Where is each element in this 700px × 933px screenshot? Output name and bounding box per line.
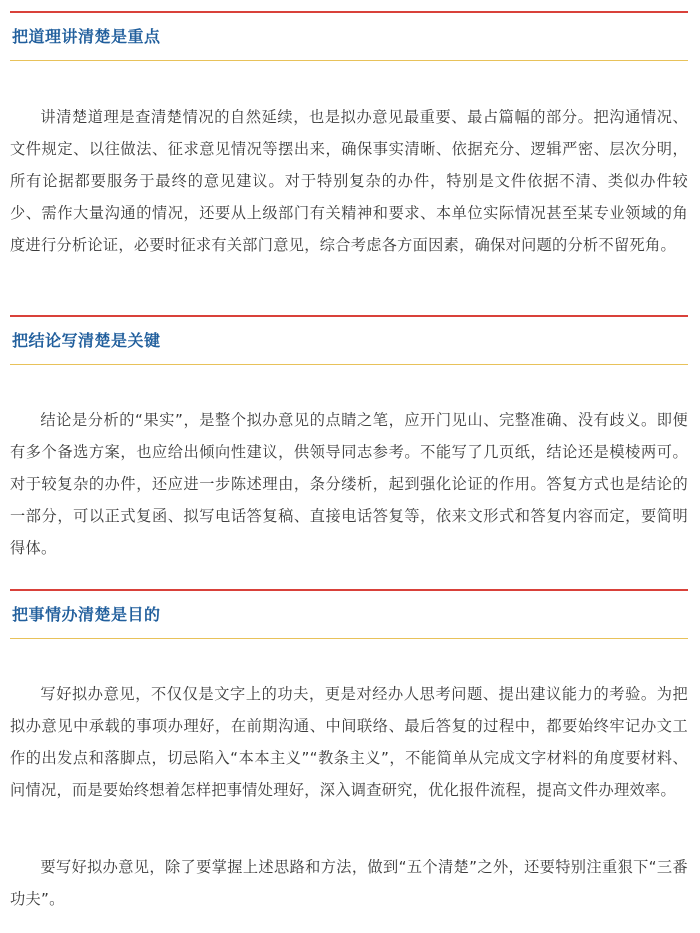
section-heading: 把结论写清楚是关键 <box>12 331 161 350</box>
section-header-3 <box>10 589 688 639</box>
body-paragraph: 讲清楚道理是查清楚情况的自然延续，也是拟办意见最重要、最占篇幅的部分。把沟通情况、文件规定、以往做法、征求意见情况等摆出来，确保事实清晰、依据充分、逻辑严密、层次分明，所有论据都要服务于最终的意见建议。对于特别复杂的办件，特别是文件依据不清、类似办件较少、需作大量沟通的情况，还要从上级部门有关精神和要求、本单位实际情况甚至某专业领域的角度进行分析论证，必要时征求有关部门意见，综合考虑各方面因素，确保对问题的分析不留死角。 <box>10 108 688 254</box>
body-paragraph: 写好拟办意见，不仅仅是文字上的功夫，更是对经办人思考问题、提出建议能力的考验。为把拟办意见中承载的事项办理好，在前期沟通、中间联络、最后答复的过程中，都要始终牢记办文工作的出发点和落脚点，切忌陷入“本本主义”“教条主义”，不能简单从完成文字材料的角度要材料、问情况，而是要始终想着怎样把事情处理好，深入调查研究，优化报件流程，提高文件办理效率。 <box>10 685 688 799</box>
body-paragraph: 结论是分析的“果实”，是整个拟办意见的点睛之笔，应开门见山、完整准确、没有歧义。即便有多个备选方案，也应给出倾向性建议，供领导同志参考。不能写了几页纸，结论还是模棱两可。对于较复杂的办件，还应进一步陈述理由，条分缕析，起到强化论证的作用。答复方式也是结论的一部分，可以正式复函、拟写电话答复稿、直接电话答复等，依来文形式和答复内容而定，要简明得体。 <box>10 411 688 557</box>
section-header-1 <box>10 11 688 61</box>
section-heading: 把事情办清楚是目的 <box>12 605 161 624</box>
section-header-2 <box>10 315 688 365</box>
section-heading: 把道理讲清楚是重点 <box>12 27 161 46</box>
body-paragraph: 要写好拟办意见，除了要掌握上述思路和方法，做到“五个清楚”之外，还要特别注重狠下“三番功夫”。 <box>10 858 688 908</box>
